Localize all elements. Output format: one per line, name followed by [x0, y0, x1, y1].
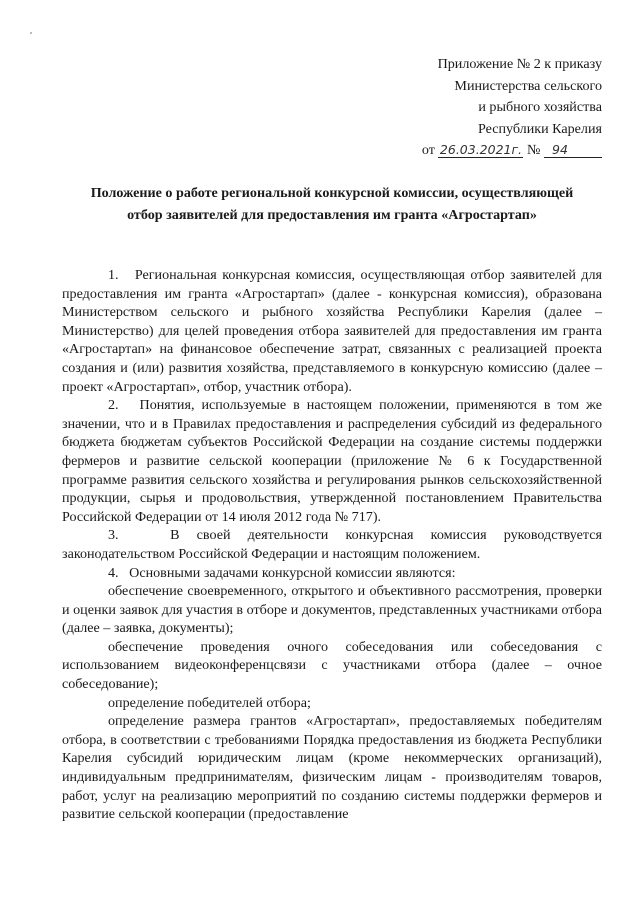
- number-field: [544, 143, 602, 158]
- task-item-1: обеспечение своевременного, открытого и объективного рассмотрения, проверки и оценки заявок для участия в отборе и документов, представленных участниками отбора (далее – заявка, документы);: [62, 583, 602, 637]
- paragraph-1: 1. Региональная конкурсная комиссия, осуществляющая отбор заявителей для предоставления им гранта «Агростартап» (далее - конкурсная комиссия), образована Министерством сельского и рыбного хозяйства Республики Карелия (далее – Министерство) для целей проведения отбора заявителей для предоставления им гранта «Агростартап» на финансовое обеспечение затрат, связанных с реализацией проекта создания и (или) развития хозяйства, представляемого в конкурсную комиссию (далее – проект «Агростартап», отбор, участник отбора).: [62, 267, 602, 395]
- date-field: [438, 143, 523, 158]
- task-item-3: определение победителей отбора;: [108, 694, 311, 711]
- header-line-4: Республики Карелия: [477, 120, 602, 137]
- title-line-1: Положение о работе региональной конкурсной комиссии, осуществляющей: [90, 185, 574, 201]
- header-line-1: Приложение № 2 к приказу: [437, 56, 602, 72]
- task-item-2: обеспечение проведения очного собеседования или собеседования с использованием видеоконференцсвязи с участниками отбора (далее – очное собеседование);: [62, 638, 602, 693]
- header-line-3: и рыбного хозяйства: [478, 99, 602, 115]
- handwritten-date: 26.03.2021г.: [439, 142, 523, 157]
- header-date-line: [380, 140, 602, 162]
- task-item-4: определение размера грантов «Агростартап», предоставляемых победителям отбора, в соответствии с требованиями Порядка предоставления из бюджета Республики Карелия субсидий юридическим лицам (кроме некоммерческих организаций), индивидуальным предпринимателям, физическим лицам - производителям товаров, работ, услуг на реализацию мероприятий по созданию системы поддержки фермеров и развитие сельской кооперации (предоставление: [62, 713, 602, 823]
- number-label: №: [527, 142, 541, 158]
- paragraph-2: 2. Понятия, используемые в настоящем положении, применяются в том же значении, что и в Правилах предоставления и распределения субсидий из федерального бюджета бюджетам субъектов Российской Федерации на создание системы поддержки фермеров и развитие сельской кооперации (приложение № 6 к Государственной программе развития сельского хозяйства и регулирования рынков сельскохозяйственной продукции, сырья и продовольствия, утвержденной постановлением Правительства Российской Федерации от 14 июля 2012 года № 717).: [62, 397, 602, 525]
- date-prefix: от: [421, 142, 435, 158]
- paragraph-4: 4. Основными задачами конкурсной комиссии являются:: [108, 564, 456, 581]
- document-title: [62, 182, 602, 226]
- handwritten-number: 94: [552, 142, 568, 157]
- document-body: [62, 266, 602, 824]
- header-line-2: Министерства сельского: [454, 77, 602, 94]
- paragraph-3: 3. В своей деятельности конкурсная комиссия руководствуется законодательством Российской Федерации и настоящим положением.: [62, 527, 602, 562]
- scan-speck: [30, 32, 32, 34]
- title-line-2: отбор заявителей для предоставления им гранта «Агростартап»: [127, 207, 537, 223]
- document-header: [380, 54, 602, 162]
